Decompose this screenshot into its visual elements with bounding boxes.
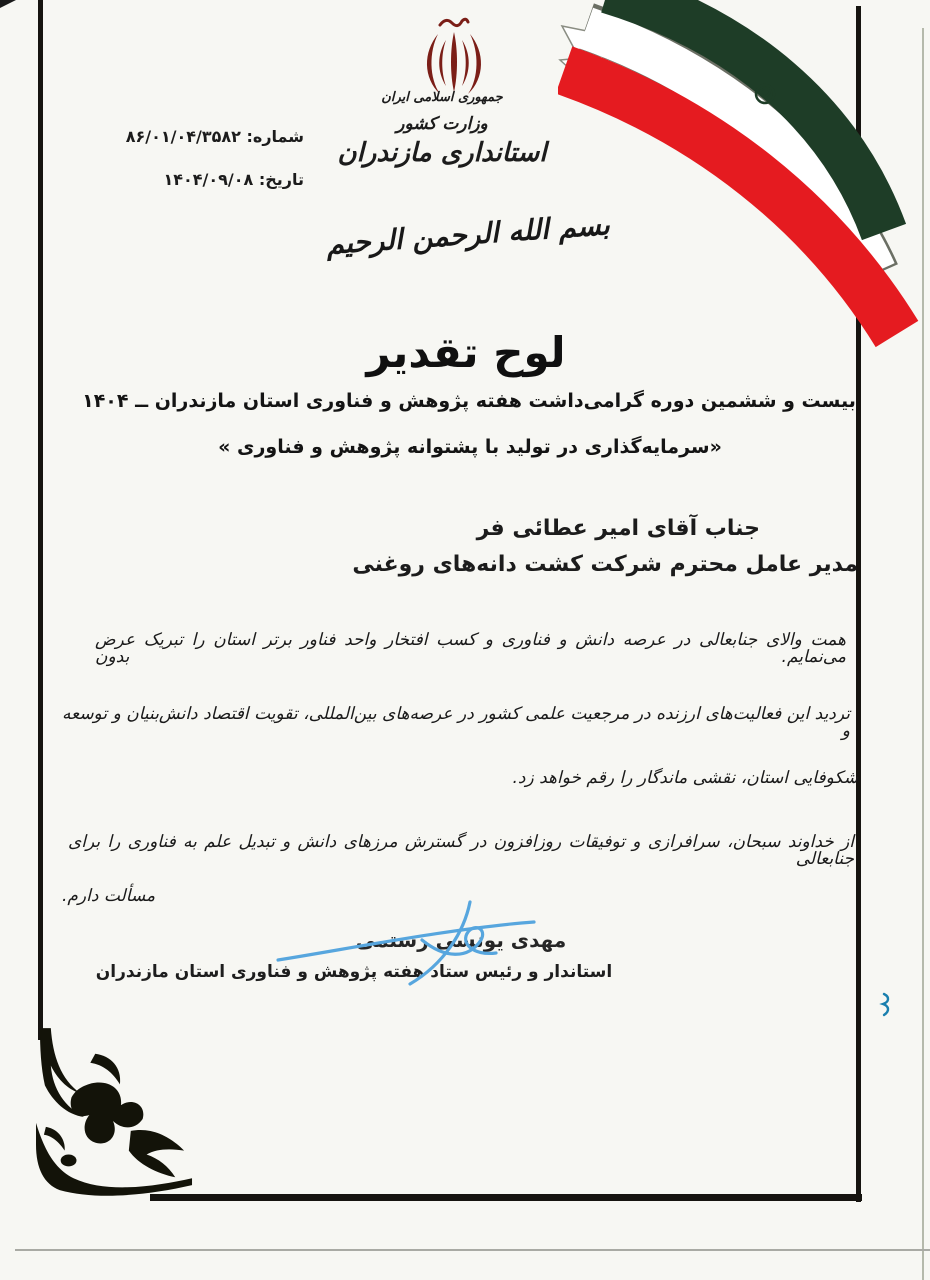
scan-edge-bottom	[15, 1249, 930, 1251]
handwritten-signature-icon	[272, 898, 557, 993]
recipient-role: مدیر عامل محترم شرکت کشت دانه‌های روغنی	[352, 552, 858, 577]
iran-flag-ribbon-icon	[558, 0, 930, 348]
signatory-title: استاندار و رئیس ستاد هفته پژوهش و فناوری استان مازندران	[95, 962, 613, 982]
certificate-slogan: «سرمایه‌گذاری در تولید با پشتوانه پژوهش و فناوری »	[218, 436, 722, 458]
floral-corner-ornament	[36, 1028, 194, 1206]
certificate-subtitle: بیست و ششمین دوره گرامی‌داشت هفته پژوهش و فناوری استان مازندران ــ ۱۴۰۴	[82, 390, 856, 412]
org-governorate-calligraphy: استانداری مازندران	[337, 138, 547, 168]
body-line: همت والای جنابعالی در عرصه دانش و فناوری و کسب افتخار واحد فناور برتر استان را تبریک عرض می‌نمایم. بدون	[95, 630, 846, 667]
body-closing-line: مسألت دارم.	[62, 886, 156, 906]
certificate-title: لوح تقدیر	[366, 328, 566, 377]
scan-corner-mark	[0, 0, 24, 14]
scan-ink-mark	[878, 992, 892, 1018]
reference-date: تاریخ: ۱۴۰۴/۰۹/۰۸	[163, 170, 304, 189]
bismillah-calligraphy: بسم الله الرحمن الرحیم	[325, 208, 611, 261]
body-line: شکوفایی استان، نقشی ماندگار را رقم خواهد زد.	[512, 768, 858, 788]
recipient-name: جناب آقای امیر عطائی فر	[476, 516, 760, 541]
iran-emblem-icon	[410, 16, 498, 98]
frame-left-border	[38, 0, 43, 1040]
org-ministry-line: وزارت کشور	[396, 114, 488, 134]
body-line: از خداوند سبحان، سرافرازی و توفیقات روزافزون در گسترش مرزهای دانش و تبدیل علم به فناوری را برای جنابعالی	[68, 832, 854, 869]
reference-number: شماره: ۸۶/۰۱/۰۴/۳۵۸۲	[125, 127, 304, 146]
org-country-line: جمهوری اسلامی ایران	[381, 90, 503, 105]
body-line: تردید این فعالیت‌های ارزنده در مرجعیت علمی کشور در عرصه‌های بین‌المللی، تقویت اقتصاد دانش‌بنیان و توسعه و	[62, 704, 850, 741]
frame-bottom-border	[150, 1194, 862, 1201]
signatory-name: مهدی یونسی رستمی	[355, 928, 567, 952]
